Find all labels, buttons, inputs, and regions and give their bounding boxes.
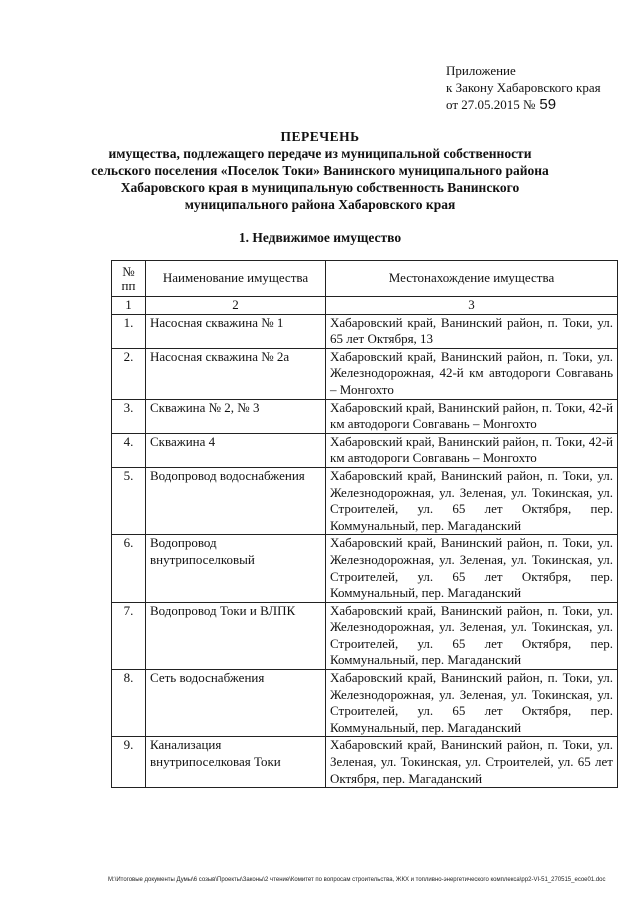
table-row <box>112 399 618 433</box>
row-location: Хабаровский край, Ванинский район, п. Токи, ул. 65 лет Октября, 13 <box>326 314 618 348</box>
appendix-header <box>446 62 601 113</box>
row-name: Скважина № 2, № 3 <box>146 399 326 433</box>
row-location: Хабаровский край, Ванинский район, п. Токи, 42-й км автодороги Совгавань – Монгохто <box>326 433 618 467</box>
row-number: 7. <box>112 602 146 669</box>
section-title: 1. Недвижимое имущество <box>238 230 402 245</box>
title-line-4: муниципального района Хабаровского края <box>184 197 456 212</box>
table-row <box>112 535 618 602</box>
appendix-number: 59 <box>539 96 557 113</box>
row-location: Хабаровский край, Ванинский район, п. Токи, ул. Железнодорожная, ул. Зеленая, ул. Токинская, ул. Строителей, ул. 65 лет Октября, пер. Коммунальный, пер. Магаданский <box>326 602 618 669</box>
appendix-label: Приложение <box>446 63 516 78</box>
row-name: Канализация внутрипоселковая Токи <box>146 737 326 788</box>
row-name: Сеть водоснабжения <box>146 670 326 737</box>
table-row <box>112 670 618 737</box>
table-row <box>112 602 618 669</box>
row-number: 9. <box>112 737 146 788</box>
row-location: Хабаровский край, Ванинский район, п. Токи, ул. Железнодорожная, ул. Зеленая, ул. Токинская, ул. Строителей, ул. 65 лет Октября, пер. Коммунальный, пер. Магаданский <box>326 535 618 602</box>
row-location: Хабаровский край, Ванинский район, п. Токи, ул. Железнодорожная, ул. Зеленая, ул. Токинская, ул. Строителей, ул. 65 лет Октября, пер. Коммунальный, пер. Магаданский <box>326 467 618 534</box>
index-2: 2 <box>146 297 326 315</box>
appendix-date-line <box>446 96 601 113</box>
row-name: Насосная скважина № 1 <box>146 314 326 348</box>
row-location: Хабаровский край, Ванинский район, п. Токи, 42-й км автодороги Совгавань – Монгохто <box>326 399 618 433</box>
row-number: 3. <box>112 399 146 433</box>
table-row <box>112 737 618 788</box>
document-title <box>0 128 640 213</box>
row-number: 2. <box>112 348 146 399</box>
index-3: 3 <box>326 297 618 315</box>
appendix-date: от 27.05.2015 № <box>446 97 536 112</box>
property-table <box>111 260 618 788</box>
header-name: Наименование имущества <box>146 261 326 297</box>
table-row <box>112 314 618 348</box>
row-name: Скважина 4 <box>146 433 326 467</box>
row-name: Водопровод водоснабжения <box>146 467 326 534</box>
row-name: Насосная скважина № 2а <box>146 348 326 399</box>
file-path-footer: M:\Итоговые документы Думы\6 созыв\Проекты\Законы\2 чтение\Комитет по вопросам строительства, ЖКХ и топливно-энергетического комплекса\рр2-VI-51_270515_ecoe01.doc <box>108 877 606 883</box>
appendix-law: к Закону Хабаровского края <box>446 80 601 95</box>
table-header-row <box>112 261 618 297</box>
row-name: Водопровод внутрипоселковый <box>146 535 326 602</box>
title-heading: ПЕРЕЧЕНЬ <box>280 129 360 144</box>
title-line-2: сельского поселения «Поселок Токи» Ванинского муниципального района <box>91 163 549 178</box>
row-number: 6. <box>112 535 146 602</box>
table-row <box>112 467 618 534</box>
header-location: Местонахождение имущества <box>326 261 618 297</box>
row-name: Водопровод Токи и ВЛПК <box>146 602 326 669</box>
table-index-row <box>112 297 618 315</box>
row-number: 4. <box>112 433 146 467</box>
row-location: Хабаровский край, Ванинский район, п. Токи, ул. Железнодорожная, ул. Зеленая, ул. Токинская, ул. Строителей, ул. 65 лет Октября, пер. Коммунальный, пер. Магаданский <box>326 670 618 737</box>
table-row <box>112 433 618 467</box>
header-number: № пп <box>112 261 146 297</box>
title-line-1: имущества, подлежащего передаче из муниципальной собственности <box>108 146 532 161</box>
row-number: 5. <box>112 467 146 534</box>
row-location: Хабаровский край, Ванинский район, п. Токи, ул. Железнодорожная, 42-й км автодороги Совгавань – Монгохто <box>326 348 618 399</box>
title-line-3: Хабаровского края в муниципальную собственность Ванинского <box>120 180 520 195</box>
table-row <box>112 348 618 399</box>
row-number: 1. <box>112 314 146 348</box>
index-1: 1 <box>112 297 146 315</box>
row-number: 8. <box>112 670 146 737</box>
row-location: Хабаровский край, Ванинский район, п. Токи, ул. Зеленая, ул. Токинская, ул. Строителей, ул. 65 лет Октября, пер. Магаданский <box>326 737 618 788</box>
